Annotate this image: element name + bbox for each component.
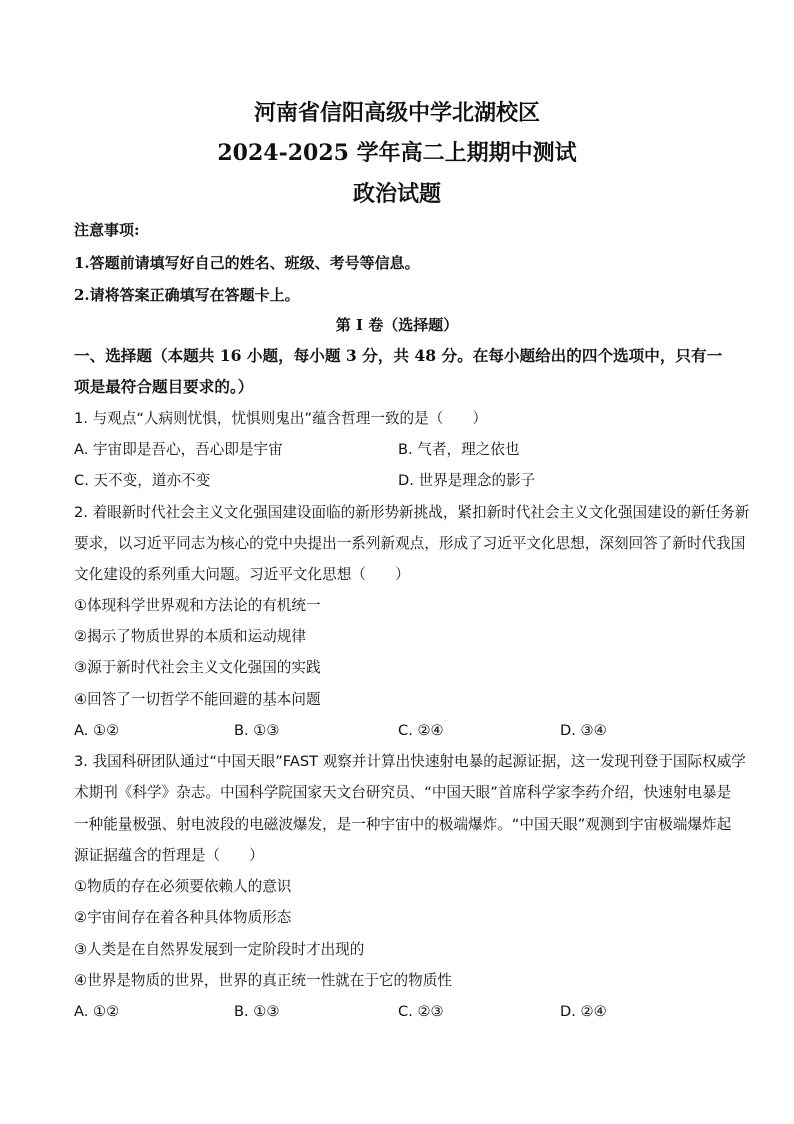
subject-title: 政治试题 (352, 181, 441, 207)
question-2-statement-4: ④回答了一切哲学不能回避的基本问题 (74, 691, 321, 708)
question-3-statement-3: ③人类是在自然界发展到一定阶段时才出现的 (74, 941, 365, 958)
question-2-option-d: D. ③④ (560, 722, 607, 739)
question-2-stem-line-2: 要求，以习近平同志为核心的党中央提出一系列新观点，形成了习近平文化思想，深刻回答了新时代我国 (74, 535, 746, 552)
question-2-option-b: B. ①③ (234, 722, 280, 739)
question-1-stem: 1. 与观点“人病则忧惧，忧惧则鬼出”蕴含哲理一致的是（ ） (74, 410, 488, 427)
question-3-statement-4: ④世界是物质的世界，世界的真正统一性就在于它的物质性 (74, 972, 452, 989)
question-3-option-b: B. ①③ (234, 1003, 280, 1020)
notice-item-2: 2.请将答案正确填写在答题卡上。 (74, 286, 300, 304)
question-2-option-a: A. ①② (74, 722, 120, 739)
school-title: 河南省信阳高级中学北湖校区 (253, 100, 540, 126)
question-2-statement-3: ③源于新时代社会主义文化强国的实践 (74, 659, 321, 676)
question-1-option-c: C. 天不变，道亦不变 (74, 472, 211, 489)
question-1-option-d: D. 世界是理念的影子 (398, 472, 536, 489)
question-3-statement-1: ①物质的存在必须要依赖人的意识 (74, 878, 292, 895)
question-3-option-d: D. ②④ (560, 1003, 607, 1020)
question-3-statement-2: ②宇宙间存在着各种具体物质形态 (74, 909, 292, 926)
question-2-statement-2: ②揭示了物质世界的本质和运动规律 (74, 628, 306, 645)
question-3-stem-line-4: 源证据蕴含的哲理是（ ） (74, 847, 264, 864)
question-2-option-c: C. ②④ (398, 722, 444, 739)
section-instruction-line-1: 一、选择题（本题共 16 小题，每小题 3 分，共 48 分。在每小题给出的四个选项中，只有一 (74, 346, 723, 365)
section-instruction-line-2: 项是最符合题目要求的。） (74, 377, 254, 396)
exam-title: 2024-2025 学年高二上期期中测试 (217, 140, 577, 166)
question-3-stem-line-2: 术期刊《科学》杂志。中国科学院国家天文台研究员、“中国天眼”首席科学家李药介绍，快速射电暴是 (74, 784, 732, 801)
question-1-option-b: B. 气者，理之依也 (398, 441, 520, 458)
question-2-stem-line-3: 文化建设的系列重大问题。习近平文化思想（ ） (74, 566, 410, 583)
notice-heading: 注意事项: (74, 221, 140, 239)
question-3-stem-line-1: 3. 我国科研团队通过“中国天眼”FAST 观察并计算出快速射电暴的起源证据，这一发现刊登于国际权威学 (74, 753, 746, 770)
question-2-statement-1: ①体现科学世界观和方法论的有机统一 (74, 597, 321, 614)
question-3-stem-line-3: 一种能量极强、射电波段的电磁波爆发，是一种宇宙中的极端爆炸。“中国天眼”观测到宇宙极端爆炸起 (74, 816, 732, 833)
question-3-option-a: A. ①② (74, 1003, 120, 1020)
question-1-option-a: A. 宇宙即是吾心，吾心即是宇宙 (74, 441, 283, 458)
question-3-option-c: C. ②③ (398, 1003, 444, 1020)
volume-title: 第 I 卷（选择题） (335, 316, 459, 334)
question-2-stem-line-1: 2. 着眼新时代社会主义文化强国建设面临的新形势新挑战，紧扣新时代社会主义文化强国建设的新任务新 (74, 504, 750, 521)
notice-item-1: 1.答题前请填写好自己的姓名、班级、考号等信息。 (74, 254, 420, 272)
